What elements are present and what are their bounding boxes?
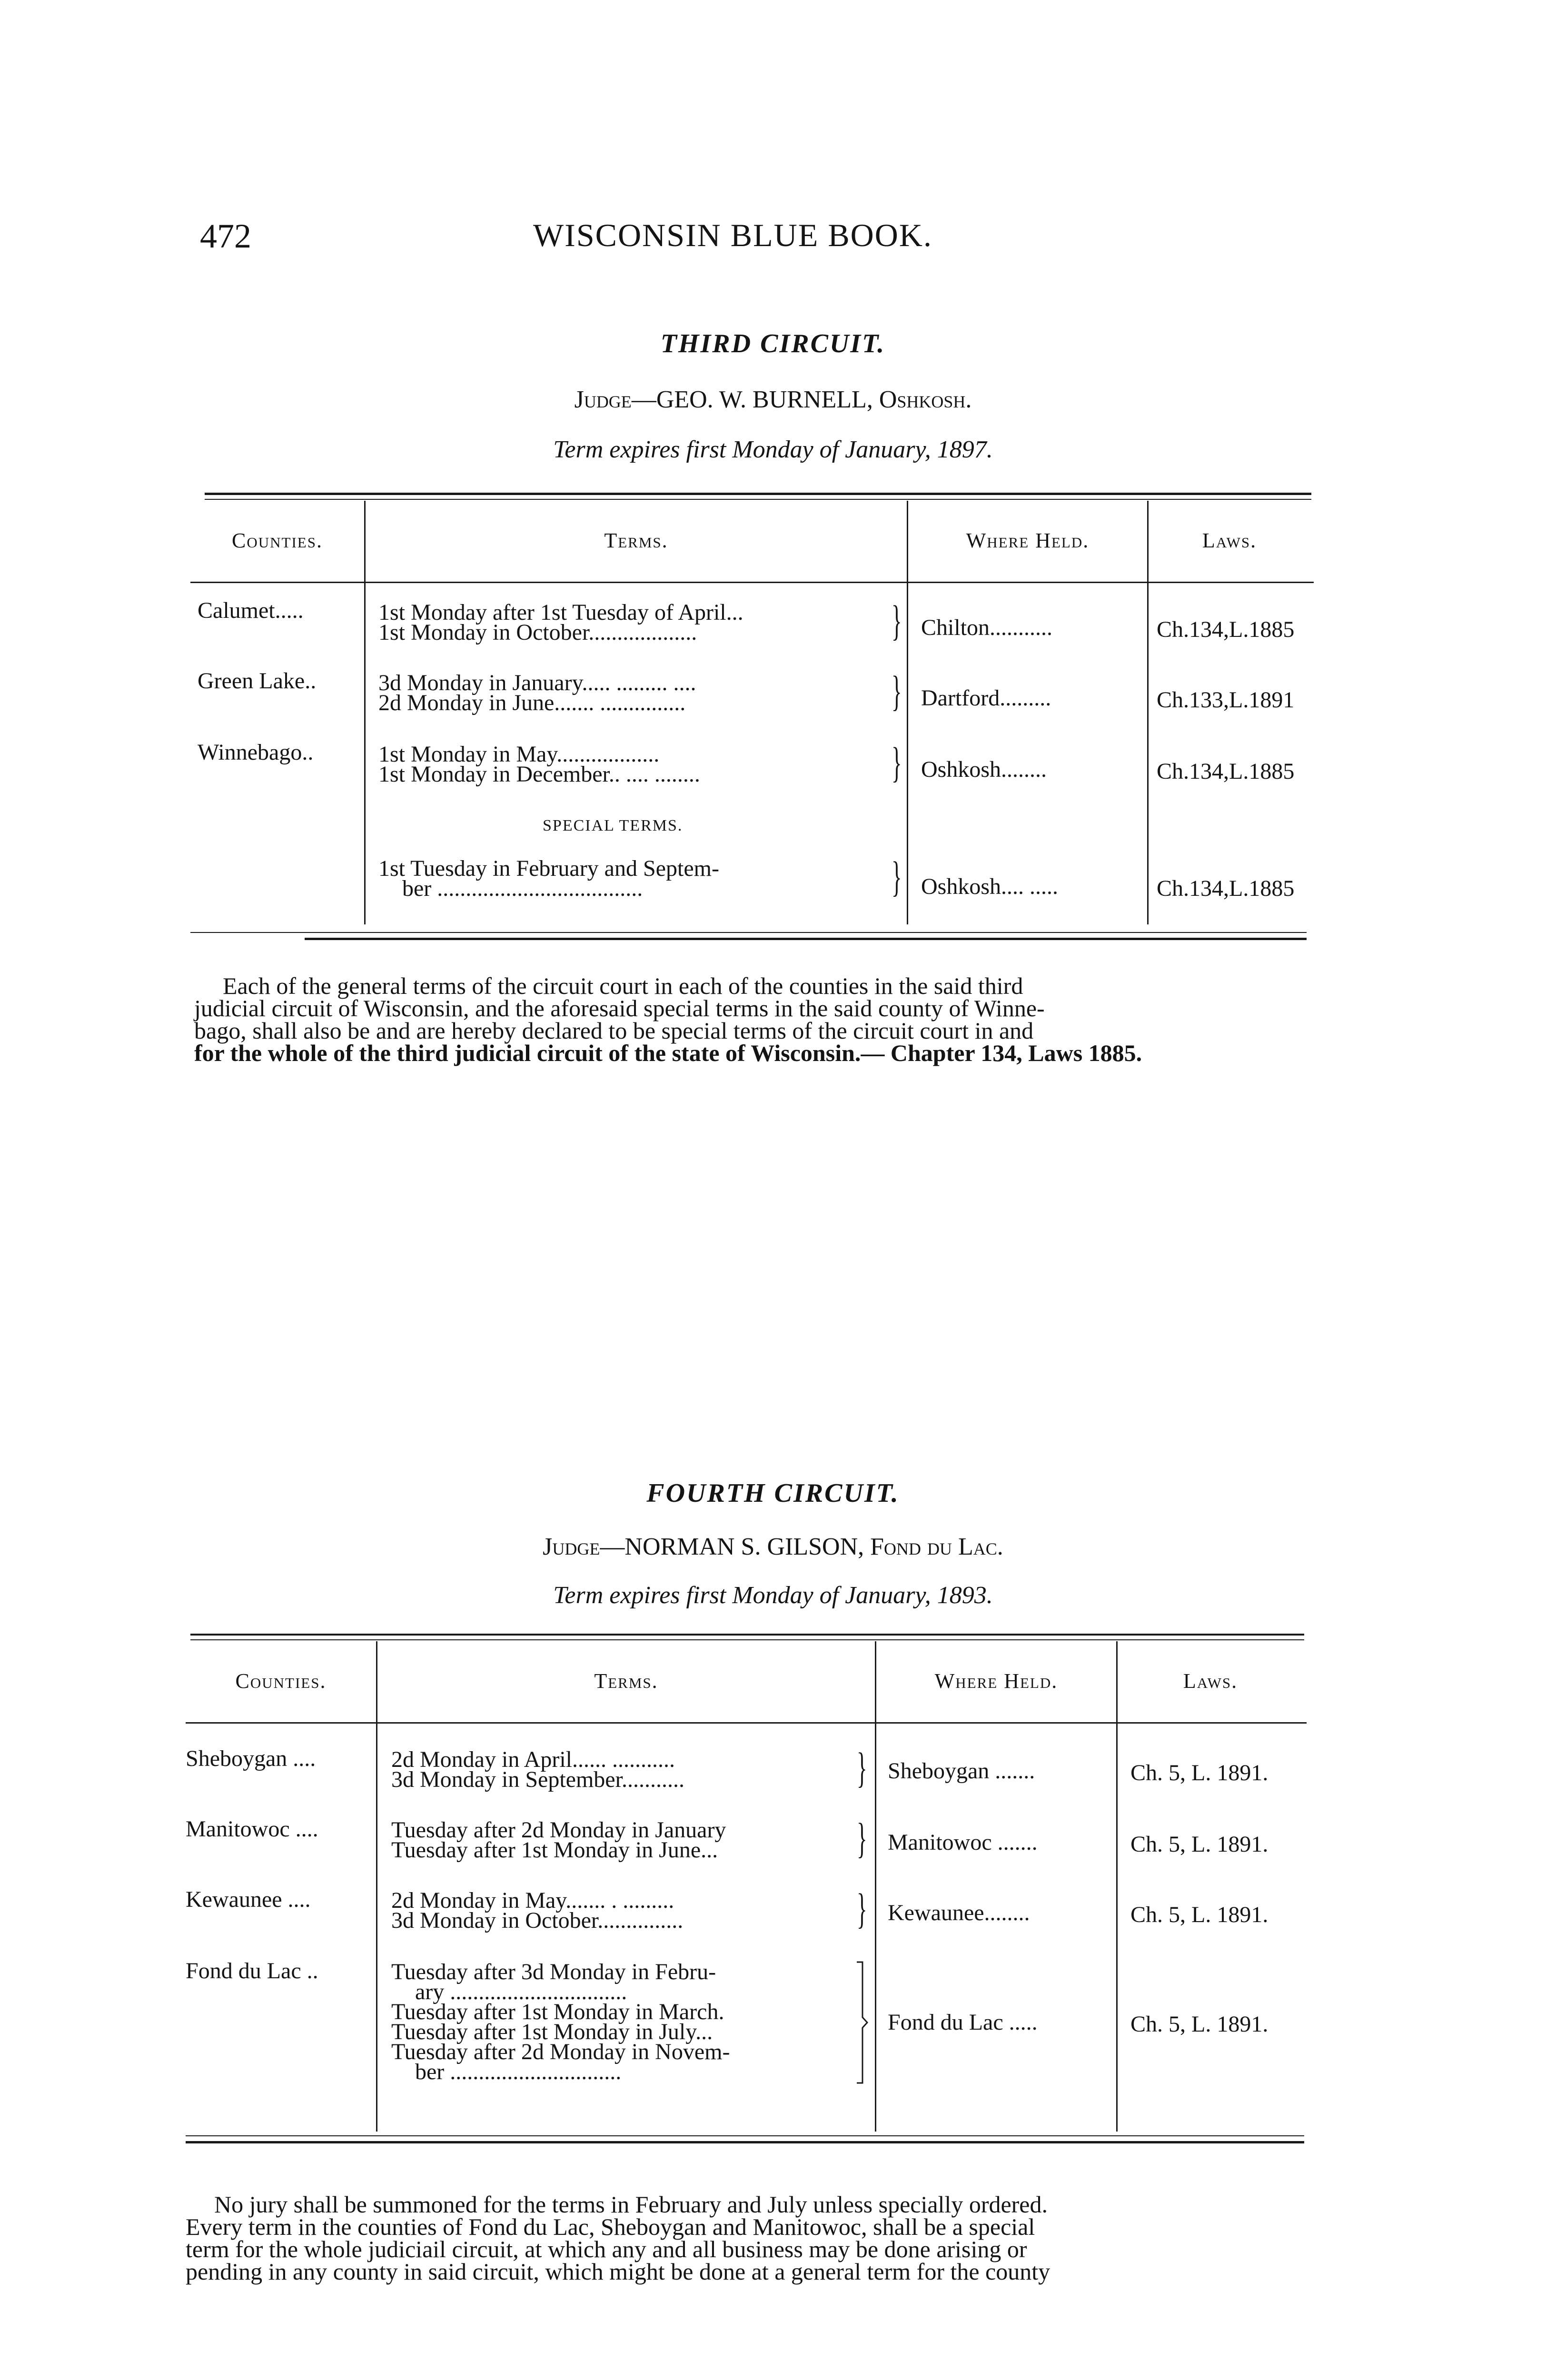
term-line: 1st Monday after 1st Tuesday of April...: [378, 600, 743, 625]
brace-icon: }: [857, 1745, 867, 1792]
where-held-cell: Oshkosh.... .....: [921, 874, 1059, 899]
term-line: 2d Monday in June....... ...............: [378, 690, 686, 715]
judge-city: Fond du Lac.: [870, 1533, 1003, 1560]
col-where-held: Where Held.: [934, 1669, 1058, 1693]
where-held-cell: Oshkosh........: [921, 757, 1047, 782]
law-cell: Ch.134,L.1885: [1157, 759, 1295, 784]
brace-icon: }: [892, 853, 902, 901]
note-line: bago, shall also be and are hereby declared to be special terms of the circuit court in and: [194, 1017, 1034, 1044]
law-cell: Ch.134,L.1885: [1157, 876, 1295, 901]
note-line: for the whole of the third judicial circuit of the state of Wisconsin.— Chapter 134, Laws 1885.: [194, 1040, 1142, 1066]
col-laws: Laws.: [1202, 529, 1257, 552]
brace-icon: }: [857, 1885, 867, 1933]
term-line: 3d Monday in October...............: [391, 1908, 684, 1933]
brace-icon: }: [892, 597, 902, 645]
term-line: 3d Monday in September...........: [391, 1767, 684, 1792]
brace-icon: }: [892, 668, 902, 715]
law-cell: Ch. 5, L. 1891.: [1130, 1760, 1269, 1785]
county-cell: Manitowoc ....: [186, 1816, 318, 1842]
third-circuit-judge: [0, 386, 1546, 414]
col-counties: Counties.: [235, 1669, 327, 1693]
law-cell: Ch.134,L.1885: [1157, 617, 1295, 642]
county-cell: Fond du Lac ..: [186, 1958, 318, 1983]
law-cell: Ch. 5, L. 1891.: [1130, 1832, 1269, 1857]
where-held-cell: Dartford.........: [921, 685, 1051, 711]
page-number: 472: [200, 217, 251, 255]
term-line: Tuesday after 1st Monday in June...: [391, 1837, 718, 1863]
note-line: pending in any county in said circuit, which might be done at a general term for the county: [186, 2258, 1050, 2285]
note-line: No jury shall be summoned for the terms in February and July unless specially ordered.: [214, 2191, 1048, 2218]
term-line: 1st Tuesday in February and Septem-: [378, 856, 719, 881]
county-cell: Winnebago..: [198, 740, 314, 765]
note-line: judicial circuit of Wisconsin, and the aforesaid special terms in the said county of Winne-: [194, 995, 1045, 1021]
term-line: Tuesday after 1st Monday in March.: [391, 1999, 724, 2024]
judge-label: Judge: [543, 1533, 600, 1560]
term-line: 3d Monday in January..... ......... ....: [378, 670, 696, 695]
term-line: Tuesday after 3d Monday in Febru-: [391, 1959, 716, 1984]
brace-icon: }: [892, 739, 902, 786]
term-line: ber ....................................: [402, 876, 643, 901]
term-line: Tuesday after 1st Monday in July...: [391, 2019, 713, 2044]
where-held-cell: Kewaunee........: [888, 1900, 1030, 1925]
third-circuit-note: [194, 972, 1314, 1066]
judge-name: —GEO. W. BURNELL,: [631, 386, 873, 413]
bracket-icon: [855, 1960, 869, 2085]
col-terms: Terms.: [594, 1669, 658, 1693]
where-held-cell: Chilton...........: [921, 615, 1053, 640]
law-cell: Ch. 5, L. 1891.: [1130, 2012, 1269, 2037]
county-cell: Calumet.....: [198, 598, 304, 623]
brace-icon: }: [857, 1815, 867, 1862]
col-where-held: Where Held.: [966, 529, 1090, 552]
fourth-circuit-heading: FOURTH CIRCUIT.: [646, 1478, 900, 1508]
judge-city: Oshkosh.: [879, 386, 972, 413]
fourth-circuit-judge: [0, 1533, 1546, 1561]
term-line: 1st Monday in October...................: [378, 620, 697, 645]
term-line: 1st Monday in December.. .... ........: [378, 762, 700, 787]
where-held-cell: Fond du Lac .....: [888, 2010, 1038, 2035]
where-held-cell: Sheboygan .......: [888, 1758, 1035, 1784]
special-terms-label: SPECIAL TERMS.: [543, 817, 683, 834]
running-head: WISCONSIN BLUE BOOK.: [533, 217, 932, 253]
note-line: Each of the general terms of the circuit court in each of the counties in the said third: [223, 972, 1023, 999]
term-line: Tuesday after 2d Monday in January: [391, 1817, 726, 1843]
note-line: Every term in the counties of Fond du Lac, Sheboygan and Manitowoc, shall be a special: [186, 2213, 1035, 2240]
county-cell: Kewaunee ....: [186, 1887, 311, 1912]
judge-label: Judge: [574, 386, 632, 413]
fourth-circuit-term: Term expires first Monday of January, 1893.: [553, 1582, 993, 1609]
judge-name: —NORMAN S. GILSON,: [600, 1533, 864, 1560]
term-line: 2d Monday in May....... . .........: [391, 1888, 674, 1913]
term-line: ary ...............................: [415, 1979, 627, 2004]
law-cell: Ch. 5, L. 1891.: [1130, 1902, 1269, 1927]
county-cell: Green Lake..: [198, 668, 317, 694]
term-line: 1st Monday in May..................: [378, 742, 660, 767]
col-laws: Laws.: [1183, 1669, 1238, 1693]
col-counties: Counties.: [232, 529, 323, 552]
law-cell: Ch.133,L.1891: [1157, 687, 1295, 713]
term-line: 2d Monday in April...... ...........: [391, 1747, 675, 1772]
where-held-cell: Manitowoc .......: [888, 1830, 1038, 1855]
third-circuit-term: Term expires first Monday of January, 1897.: [553, 436, 993, 463]
fourth-circuit-note: [186, 2193, 1307, 2283]
col-terms: Terms.: [604, 529, 668, 552]
term-line: ber ..............................: [415, 2059, 622, 2084]
note-line: term for the whole judiciail circuit, at which any and all business may be done arising or: [186, 2236, 1027, 2262]
third-circuit-heading: THIRD CIRCUIT.: [660, 329, 886, 358]
term-line: Tuesday after 2d Monday in Novem-: [391, 2039, 730, 2064]
county-cell: Sheboygan ....: [186, 1746, 316, 1771]
